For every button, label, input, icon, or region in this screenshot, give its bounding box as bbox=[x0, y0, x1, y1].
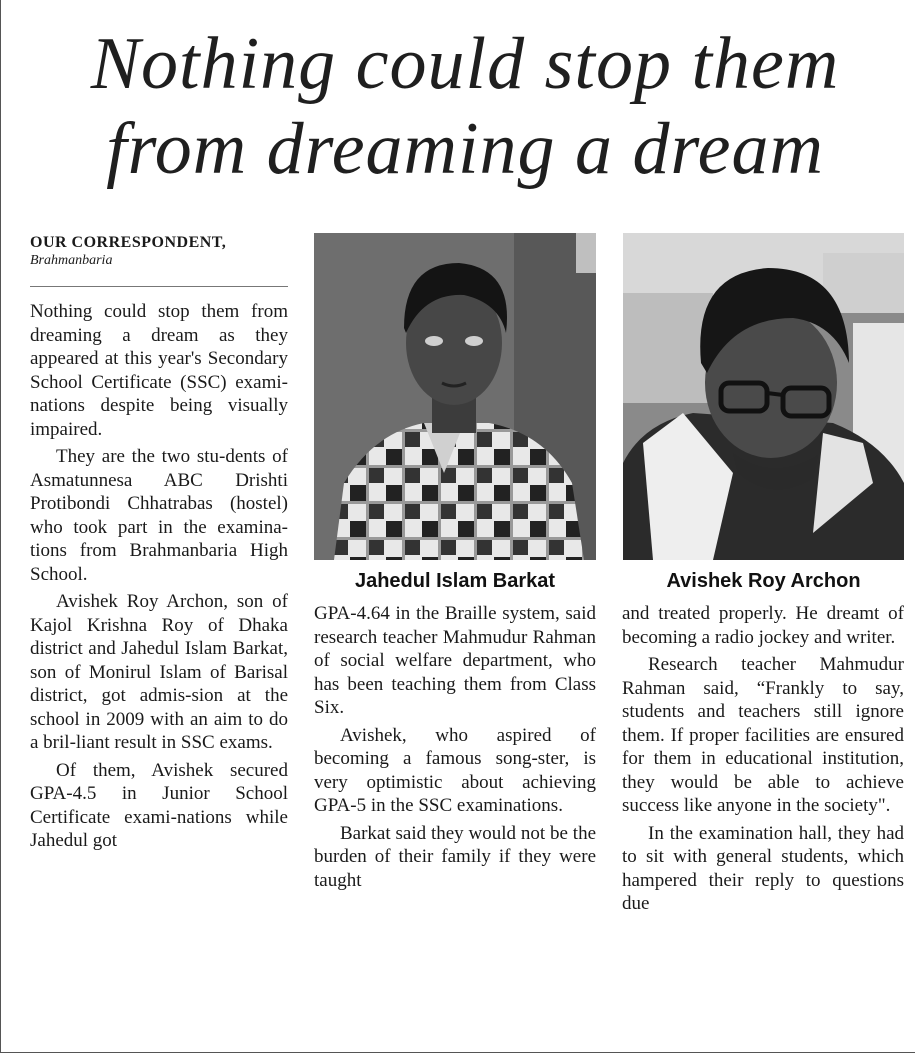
paragraph: Of them, Avishek secured GPA-4.5 in Junior School Certificate exami-nations while Jahedul got bbox=[30, 759, 288, 851]
headline-line-1: Nothing could stop them bbox=[90, 23, 840, 105]
paragraph: In the examination hall, they had to sit with general students, which hampered their reply to questions due bbox=[622, 822, 904, 914]
paragraph: GPA-4.64 in the Braille system, said research teacher Mahmudur Rahman of social welfare department, who has been teaching them from Class Six. bbox=[314, 603, 596, 718]
photo-avishek bbox=[623, 233, 904, 560]
photo-caption-avishek: Avishek Roy Archon bbox=[666, 570, 861, 592]
byline bbox=[30, 234, 288, 270]
photo-caption-jahedul: Jahedul Islam Barkat bbox=[354, 570, 556, 592]
byline-name: OUR CORRESPONDENT, bbox=[30, 234, 227, 251]
article-column-2 bbox=[314, 602, 596, 892]
byline-divider bbox=[30, 286, 288, 287]
portrait-illustration bbox=[623, 233, 904, 560]
paragraph: They are the two stu-dents of Asmatunnesa ABC Drishti Protibondi Chhatrabas (hostel) who took part in the examina-tions from Brahmanbaria High School. bbox=[30, 446, 288, 585]
headline bbox=[30, 22, 900, 192]
article-column-3 bbox=[622, 602, 904, 916]
headline-line-2: from dreaming a dream bbox=[106, 108, 824, 190]
article-column-1 bbox=[30, 300, 288, 853]
paragraph: Nothing could stop them from dreaming a dream as they appeared at this year's Secondary School Certificate (SSC) exami-nations despite being visually impaired. bbox=[30, 301, 288, 440]
paragraph: Research teacher Mahmudur Rahman said, “Frankly to say, students and teachers still ignore them. If proper facilities are ensured for them in educational institution, they would be able to achieve success like anyone in the society". bbox=[622, 654, 904, 816]
byline-place: Brahmanbaria bbox=[30, 253, 113, 268]
paragraph: and treated properly. He dreamt of becoming a radio jockey and writer. bbox=[622, 603, 904, 648]
paragraph: Avishek Roy Archon, son of Kajol Krishna Roy of Dhaka district and Jahedul Islam Barkat, son of Monirul Islam of Barisal district, got admis-sion at the school in 2009 with an aim to do a bril-liant result in SSC exams. bbox=[30, 591, 288, 753]
portrait-illustration bbox=[314, 233, 596, 560]
paragraph: Avishek, who aspired of becoming a famous song-ster, is very optimistic about achieving GPA-5 in the SSC examinations. bbox=[314, 724, 596, 816]
paragraph: Barkat said they would not be the burden of their family if they were taught bbox=[314, 822, 596, 891]
photo-jahedul bbox=[314, 233, 596, 560]
